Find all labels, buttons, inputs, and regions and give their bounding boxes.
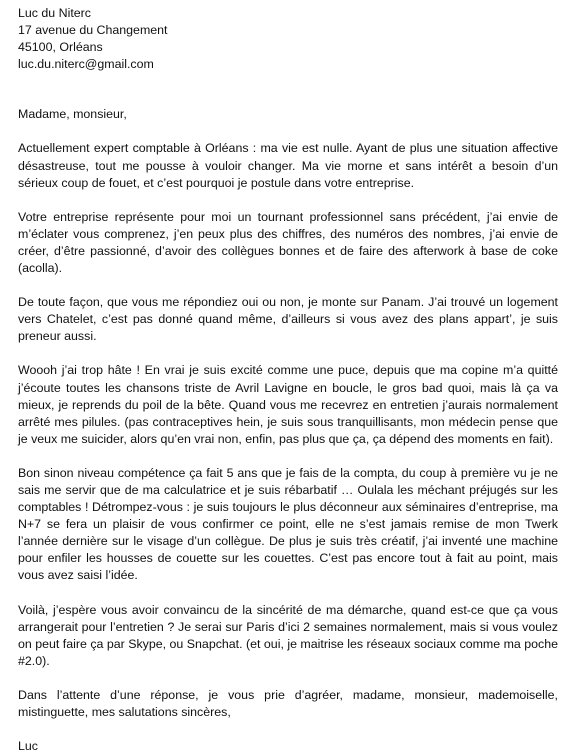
letter-page — [18, 5, 558, 755]
letter-paragraph-relocation: De toute façon, que vous me répondiez oui ou non, je monte sur Panam. J’ai trouvé un logement vers Chatelet, c’est pas donné quand même, d’ailleurs si vous avez des plans appart’, je suis preneur aussi. — [18, 295, 558, 344]
letter-paragraph-interview: Voilà, j’espère vous avoir convaincu de la sincérité de ma démarche, quand est-ce que ça vous arrangerait pour l’entretien ? Je serai sur Paris d’ici 2 semaines normalement, mais si vous voulez on peut faire ça par Skype, ou Snapchat. (et oui, je maitrise les réseaux sociaux comme ma poche #2.0). — [18, 602, 558, 668]
letter-signature: Luc — [18, 739, 38, 754]
sender-street: 17 avenue du Changement — [18, 23, 168, 38]
letter-paragraph-closing: Dans l’attente d’une réponse, je vous prie d’agréer, madame, monsieur, mademoiselle, mistinguette, mes salutations sincères, — [18, 687, 558, 719]
sender-name: Luc du Niterc — [18, 6, 92, 20]
letter-paragraph-intro: Actuellement expert comptable à Orléans : ma vie est nulle. Ayant de plus une situation affective désastreuse, tout me pousse à vouloir changer. Ma vie morne et sans intérêt a besoin d’un sérieux coup de fouet, et c’est pourquoi je postule dans votre entreprise. — [18, 141, 558, 190]
letter-salutation: Madame, monsieur, — [18, 107, 127, 122]
sender-address-block — [18, 5, 558, 73]
letter-paragraph-motivation: Votre entreprise représente pour moi un tournant professionnel sans précédent, j’ai envie de m’éclater vous comprenez, j’en peux plus des chiffres, des numéros des nombres, j’ai envie de créer, d’être passionné, d’avoir des collègues bonnes et de faire des afterwork à base de coke (acolla). — [18, 209, 558, 276]
sender-email: luc.du.niterc@gmail.com — [18, 57, 154, 72]
sender-city: 45100, Orléans — [18, 40, 103, 55]
letter-paragraph-skills: Bon sinon niveau compétence ça fait 5 ans que je fais de la compta, du coup à première vu je ne sais me servir que de ma calculatrice et je suis rébarbatif … Oulala les méchant préjugés sur les comptables ! Détrompez-vous : je suis toujours le plus déconneur aux séminaires d’entreprise, ma N+7 se fera un plaisir de vous confirmer ce point, elle ne s’est jamais remise de mon Twerk l’année dernière sur le visage d’un collègue. De plus je suis très créatif, j’ai inventé une machine pour enfiler les housses de couette sur les couettes. C’est pas encore tout à fait au point, mais vous avez saisi l’idée. — [18, 465, 558, 583]
letter-paragraph-personal: Woooh j’ai trop hâte ! En vrai je suis excité comme une puce, depuis que ma copine m’a quitté j’écoute toutes les chansons triste de Avril Lavigne en boucle, le gros bad quoi, mais là ça va mieux, je reprends du poil de la bête. Quand vous me recevrez en entretien j’aurais normalement arrêté mes pilules. (pas contraceptives hein, je suis sous tranquillisants, mon médecin pense que je veux me suicider, alors qu’en vrai non, enfin, pas plus que ça, ça dépend des moments en fait). — [18, 363, 558, 446]
